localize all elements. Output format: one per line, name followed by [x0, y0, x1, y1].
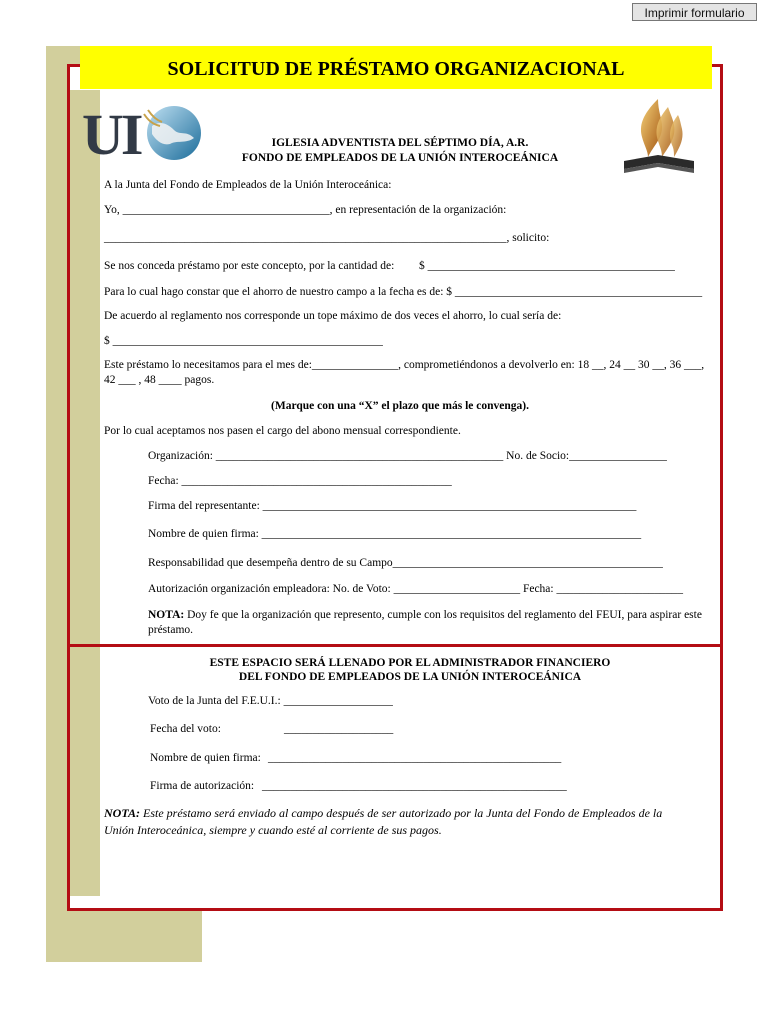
nota-1-text: Doy fe que la organización que represento, cumple con los requisitos del reglamento del FEUI, para aspirar este	[184, 609, 702, 621]
header-line-1: IGLESIA ADVENTISTA DEL SÉPTIMO DÍA, A.R.	[271, 137, 529, 149]
firma-autorizacion-field[interactable]: _____________________________________________________	[262, 780, 567, 792]
mes-line-1[interactable]: Este préstamo lo necesitamos para el mes de:_______________, comprometiéndonos a devolverlo en: 18 __, 24 __ 30 __, 36 ___,	[104, 359, 705, 371]
admin-heading-2: DEL FONDO DE EMPLEADOS DE LA UNIÓN INTEROCEÁNICA	[238, 671, 582, 683]
nota-1-line-1	[148, 608, 702, 622]
print-form-button[interactable]: Imprimir formulario	[632, 3, 757, 21]
aceptamos-text: Por lo cual aceptamos nos pasen el cargo del abono mensual correspondiente.	[104, 425, 461, 437]
solicito-line[interactable]: ______________________________________________________________________, solicito:	[104, 232, 550, 244]
nota-2-label: NOTA:	[104, 806, 140, 820]
nota-2-line-1	[104, 806, 662, 820]
reglamento-text: De acuerdo al reglamento nos corresponde un tope máximo de dos veces el ahorro, lo cual sería de:	[104, 310, 562, 322]
cantidad-field[interactable]: $ ___________________________________________	[419, 260, 675, 272]
page-title: SOLICITUD DE PRÉSTAMO ORGANIZACIONAL	[80, 46, 712, 89]
yo-line[interactable]: Yo, ____________________________________, en representación de la organización:	[104, 204, 507, 216]
firma-autorizacion-label: Firma de autorización:	[150, 780, 255, 792]
fecha-field[interactable]: Fecha: _______________________________________________	[148, 475, 452, 487]
svg-text:UI: UI	[82, 102, 141, 162]
cantidad-label: Se nos conceda préstamo por este concepto, por la cantidad de:	[104, 260, 395, 272]
nombre-quien-firma-field[interactable]: ___________________________________________________	[268, 752, 562, 764]
fecha-voto-field[interactable]: ___________________	[284, 723, 394, 735]
autorizacion-field[interactable]: Autorización organización empleadora: No. de Voto: ______________________ Fecha: ______________________	[148, 583, 683, 595]
nota-1-line-2: préstamo.	[148, 624, 194, 636]
voto-field[interactable]: Voto de la Junta del F.E.U.I.: ___________________	[148, 695, 393, 707]
nota-1-label: NOTA:	[148, 609, 185, 621]
nota-2-text: Este préstamo será enviado al campo después de ser autorizado por la Junta del Fondo de Empleados de la	[140, 806, 663, 820]
admin-divider	[70, 644, 720, 647]
nota-2-line-2: Unión Interoceánica, siempre y cuando esté al corriente de sus pagos.	[104, 823, 442, 837]
marque-note: (Marque con una “X” el plazo que más le convenga).	[271, 400, 529, 412]
inner-side-panel	[70, 90, 100, 896]
mes-line-2[interactable]: 42 ___ , 48 ____ pagos.	[104, 374, 215, 386]
ahorro-line[interactable]: Para lo cual hago constar que el ahorro de nuestro campo a la fecha es de: $ ___________________________________________	[104, 286, 703, 298]
nombre-firma-field[interactable]: Nombre de quien firma: __________________________________________________________________	[148, 528, 642, 540]
tope-field[interactable]: $ _______________________________________________	[104, 335, 383, 347]
nombre-quien-firma-label: Nombre de quien firma:	[150, 752, 261, 764]
greeting: A la Junta del Fondo de Empleados de la Unión Interoceánica:	[104, 179, 392, 191]
responsabilidad-field[interactable]: Responsabilidad que desempeña dentro de su Campo_______________________________________________	[148, 557, 663, 569]
organizacion-field[interactable]: Organización: __________________________________________________ No. de Socio:_________________	[148, 450, 667, 462]
firma-representante-field[interactable]: Firma del representante: _________________________________________________________________	[148, 500, 637, 512]
admin-heading-1: ESTE ESPACIO SERÁ LLENADO POR EL ADMINISTRADOR FINANCIERO	[209, 657, 611, 669]
fecha-voto-label: Fecha del voto:	[150, 723, 221, 735]
header-line-2: FONDO DE EMPLEADOS DE LA UNIÓN INTEROCEÁNICA	[241, 152, 559, 164]
